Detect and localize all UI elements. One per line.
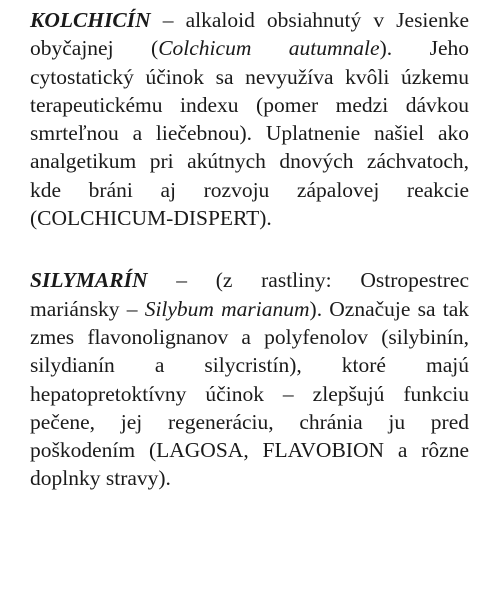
entry-latin-name: Silybum marianum <box>144 296 310 321</box>
entry-term: KOLCHICÍN <box>30 8 151 32</box>
entry-text: – (z rastliny: Ostropestrec mariánsky – <box>30 268 469 321</box>
entry-silymarin <box>30 266 469 492</box>
entry-text: ). Označuje sa tak zmes flavonolignanov a polyfenolov (silybinín, silydianín a silycristín), ktoré majú hepatopretoktívny účinok – zlepšujú funkciu pečene, jej regeneráciu, chránia ju pred poškodením (LAGOSA, FLAVOBION a rôzne doplnky stravy). <box>30 296 469 491</box>
entry-latin-name: Colchicum autumnale <box>158 36 380 61</box>
entry-kolchicin <box>30 6 469 232</box>
entry-text: – alkaloid obsiahnutý v Jesienke obyčajnej ( <box>30 8 469 61</box>
entry-term: SILYMARÍN <box>30 268 148 293</box>
entry-text: ). Jeho cytostatický účinok sa nevyužíva kvôli úzkemu terapeutickému indexu (pomer medzi dávkou smrteľnou a liečebnou). Uplatnenie našiel ako analgetikum pri akútnych dnových záchvatoch, kde bráni aj rozvoju zápalovej reakcie (COLCHICUM-DISPERT). <box>30 36 469 231</box>
